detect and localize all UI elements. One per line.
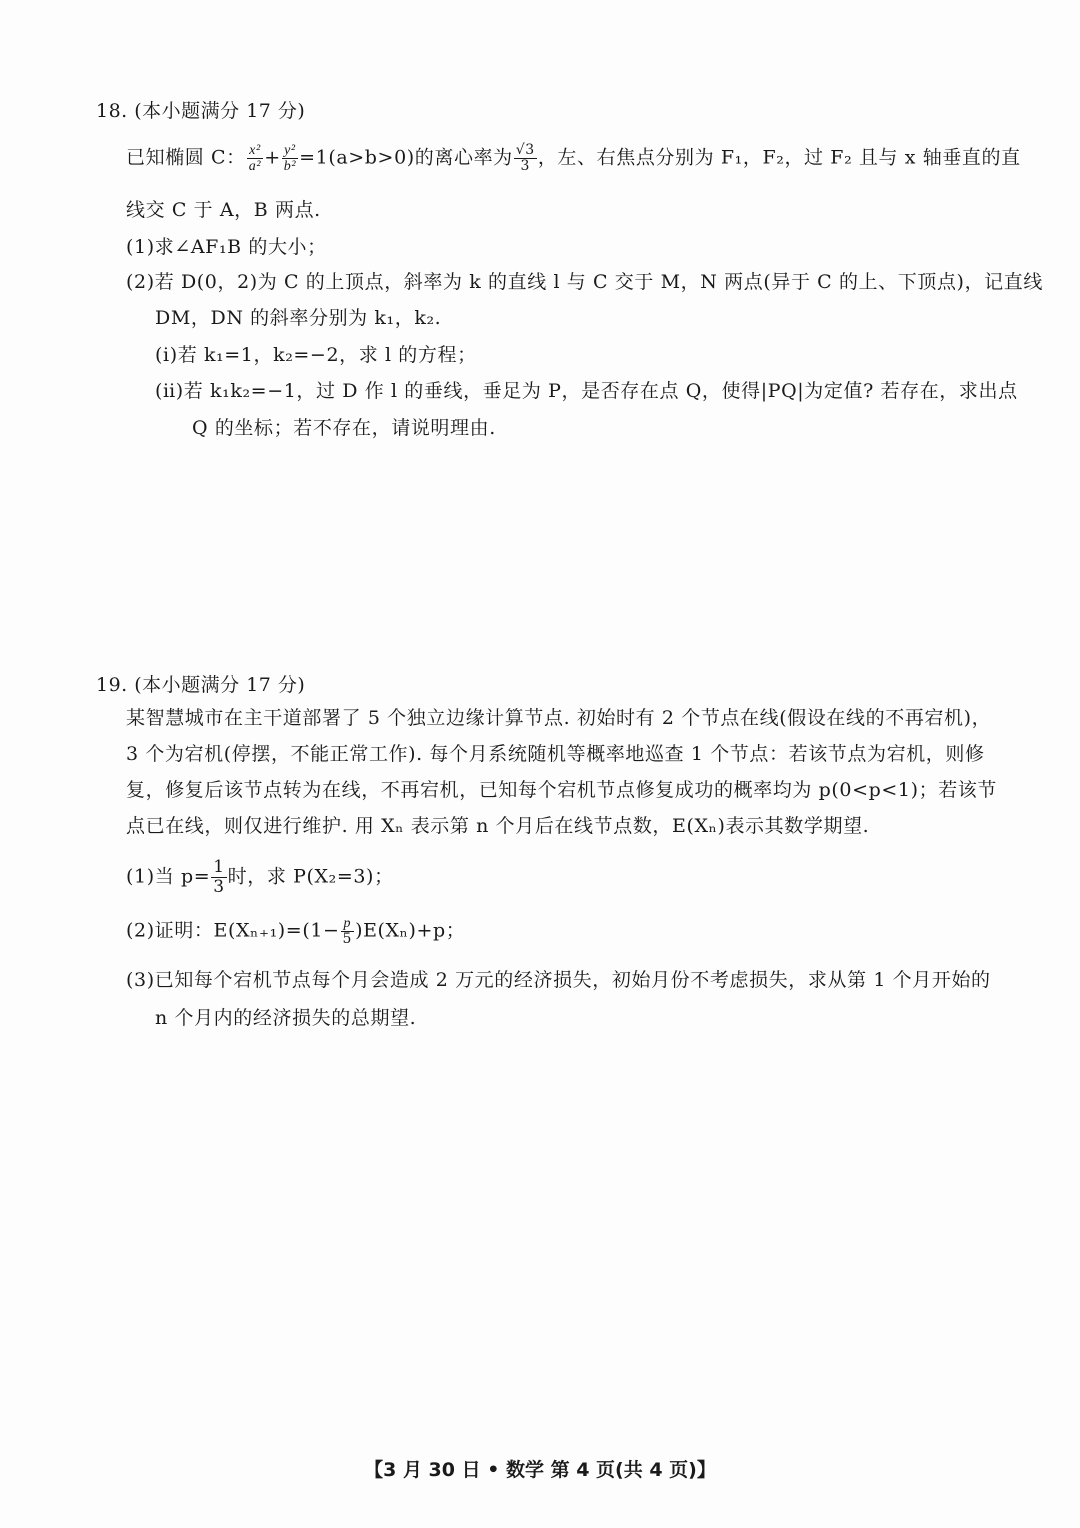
frac-numerator: y² <box>282 143 298 159</box>
q19-header: 19. (本小题满分 17 分) <box>96 674 306 696</box>
frac-denominator: 5 <box>342 931 353 947</box>
frac-numerator: 1 <box>213 857 225 877</box>
frac-denominator: 3 <box>213 877 225 897</box>
q19-intro-line4: 点已在线，则仅进行维护. 用 Xₙ 表示第 n 个月后在线节点数，E(Xₙ)表示其数学期望. <box>126 815 870 837</box>
q19-part1 <box>126 858 394 897</box>
p-fraction <box>211 858 226 897</box>
frac-numerator: x² <box>247 143 263 159</box>
q18-intro-mid: =1(a>b>0)的离心率为 <box>299 146 513 169</box>
q18-part1: (1)求∠AF₁B 的大小； <box>126 236 327 258</box>
eccentricity-fraction <box>514 143 537 174</box>
frac-denominator: b² <box>283 159 297 174</box>
q18-intro-prefix: 已知椭圆 C： <box>126 146 246 169</box>
q18-sub-i: (ⅰ)若 k₁=1，k₂=−2，求 l 的方程； <box>155 344 477 366</box>
q18-part2-line2: DM，DN 的斜率分别为 k₁，k₂. <box>155 307 442 329</box>
q19-part2 <box>126 916 465 947</box>
q19-part1-suffix: 时，求 P(X₂=3)； <box>227 865 394 888</box>
q18-sub-ii-line1: (ⅱ)若 k₁k₂=−1，过 D 作 l 的垂线，垂足为 P，是否存在点 Q，使得|PQ|为定值? 若存在，求出点 <box>155 380 1018 402</box>
q18-sub-ii-line2: Q 的坐标；若不存在，请说明理由. <box>192 417 496 439</box>
q18-header: 18. (本小题满分 17 分) <box>96 100 306 122</box>
frac-numerator: √3 <box>515 142 535 158</box>
q18-intro-line2: 线交 C 于 A，B 两点. <box>126 199 321 221</box>
ellipse-fraction-x <box>247 143 263 174</box>
q19-part2-prefix: (2)证明：E(Xₙ₊₁)=(1− <box>126 919 340 942</box>
frac-numerator: p <box>341 916 355 932</box>
ellipse-fraction-y <box>282 143 298 174</box>
q19-part3-line1: (3)已知每个宕机节点每个月会造成 2 万元的经济损失，初始月份不考虑损失，求从第 1 个月开始的 <box>126 969 991 991</box>
q18-intro-suffix: ，左、右焦点分别为 F₁，F₂，过 F₂ 且与 x 轴垂直的直 <box>537 146 1021 169</box>
q19-part1-prefix: (1)当 p= <box>126 865 211 888</box>
q19-intro-line2: 3 个为宕机(停摆，不能正常工作). 每个月系统随机等概率地巡查 1 个节点：若该节点为宕机，则修 <box>126 743 985 765</box>
p-over-5-fraction <box>341 916 355 947</box>
frac-denominator: 3 <box>520 158 531 174</box>
q19-part2-suffix: )E(Xₙ)+p； <box>355 919 466 942</box>
q19-part3-line2: n 个月内的经济损失的总期望. <box>155 1007 417 1029</box>
page-footer: 【3 月 30 日 • 数学 第 4 页(共 4 页)】 <box>364 1459 716 1481</box>
q19-intro-line1: 某智慧城市在主干道部署了 5 个独立边缘计算节点. 初始时有 2 个节点在线(假设在线的不再宕机)， <box>126 707 992 729</box>
q18-part2-line1: (2)若 D(0，2)为 C 的上顶点，斜率为 k 的直线 l 与 C 交于 M，N 两点(异于 C 的上、下顶点)，记直线 <box>126 271 1043 293</box>
q19-intro-line3: 复，修复后该节点转为在线，不再宕机，已知每个宕机节点修复成功的概率均为 p(0<p<1)；若该节 <box>126 779 998 801</box>
q18-intro-line1 <box>126 143 1021 174</box>
plus-sign: + <box>264 146 281 169</box>
frac-denominator: a² <box>248 159 262 174</box>
